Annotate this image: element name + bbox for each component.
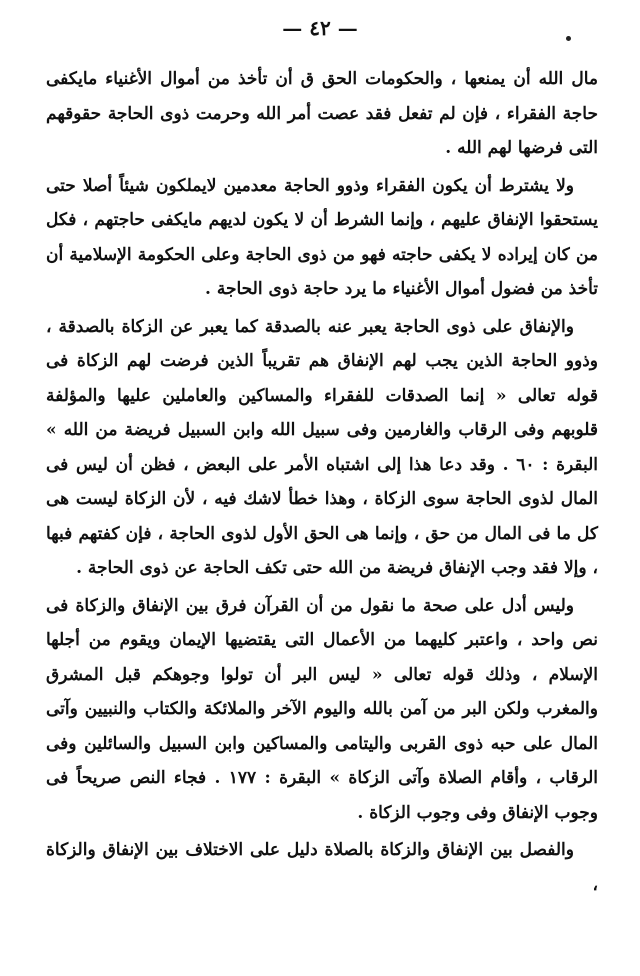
paragraph-2: ولا يشترط أن يكون الفقراء وذوو الحاجة معدمين لايملكون شيئاً أصلا حتى يستحقوا الإنفاق عليهم ، وإنما الشرط أن لا يكون لديهم مايكفى حاجتهم ، فكل من كان إيراده لا يكفى حاجته فهو من ذوى الحاجة وعلى الحكومة الإسلامية أن تأخذ من فضول أموال الأغنياء ما يرد حاجة ذوى الحاجة . xyxy=(46,175,598,299)
page-number: — ٤٢ — xyxy=(282,16,358,40)
paragraph-1: مال الله أن يمنعها ، والحكومات الحق ق أن تأخذ من أموال الأغنياء مايكفى حاجة الفقراء ، فإن لم تفعل فقد عصت أمر الله وحرمت ذوى الحاجة حقوقهم التى فرضها لهم الله . xyxy=(46,69,599,158)
paragraph-5: والفصل بين الإنفاق والزكاة بالصلاة دليل على الاختلاف بين الإنفاق والزكاة ، xyxy=(46,840,598,895)
paragraph-3: والإنفاق على ذوى الحاجة يعبر عنه بالصدقة كما يعبر عن الزكاة بالصدقة ، وذوو الحاجة الذين يجب لهم الإنفاق هم تقريباً الذين فرضت لهم الزكاة فى قوله تعالى « إنما الصدقات للفقراء والمساكين والعاملين عليها والمؤلفة قلوبهم وفى الرقاب والغارمين وفى سبيل الله وابن السبيل فريضة من الله » البقرة : ٦٠ . وقد دعا هذا إلى اشتباه الأمر على البعض ، فظن أن ليس فى المال لذوى الحاجة سوى الزكاة ، وهذا خطأ لاشك فيه ، لأن الزكاة ليست هى كل ما فى المال من حق ، وإنما هى الحق الأول لذوى الحاجة ، فإن كفتهم فبها ، وإلا فقد وجب الإنفاق فريضة من الله حتى تكف الحاجة عن ذوى الحاجة . xyxy=(46,316,598,578)
paragraph-4: وليس أدل على صحة ما نقول من أن القرآن فرق بين الإنفاق والزكاة فى نص واحد ، واعتبر كليهما من الأعمال التى يقتضيها الإيمان ويقوم من أجلها الإسلام ، وذلك قوله تعالى « ليس البر أن تولوا وجوهكم قبل المشرق والمغرب ولكن البر من آمن بالله واليوم الآخر والملائكة والكتاب والنبيين وآتى المال على حبه ذوى القربى واليتامى والمساكين وابن السبيل والسائلين وفى الرقاب ، وأقام الصلاة وآتى الزكاة » البقرة : ١٧٧ . فجاء النص صريحاً فى وجوب الإنفاق وفى وجوب الزكاة . xyxy=(46,595,599,823)
margin-dot xyxy=(566,36,571,41)
page-body xyxy=(46,62,598,902)
